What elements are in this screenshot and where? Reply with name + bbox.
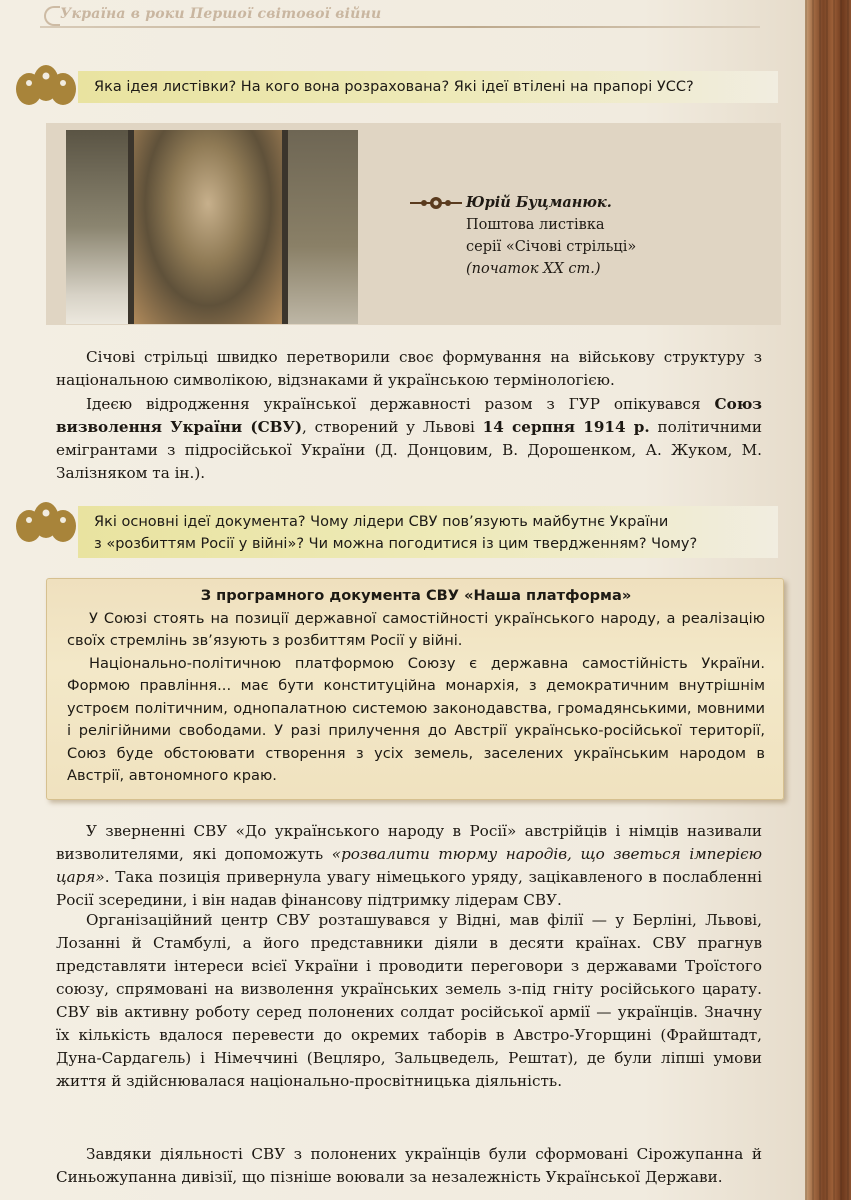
paragraph-3 <box>56 820 762 912</box>
question-icon <box>14 500 78 544</box>
paragraph-3-part-c: . Така позиція привернула увагу німецького уряду, зацікавленого в послабленні Росії зсередини, і він надав фінансову підтримку лідерам СВУ. <box>56 868 762 909</box>
caption-author: Юрій Буцманюк. <box>466 194 612 211</box>
document-paragraph-1-text: У Союзі стоять на позиції державної самостійності українського народу, а реалізацію своїх стремлінь зв’язують з розбиттям Росії у війні. <box>67 609 765 649</box>
document-paragraph-2 <box>67 653 765 788</box>
header-curl-ornament <box>44 6 60 26</box>
postcard-center-panel <box>134 130 282 324</box>
paragraph-1 <box>56 346 762 392</box>
image-caption <box>410 192 650 280</box>
paragraph-5 <box>56 1143 762 1189</box>
header-title: Україна в роки Першої світової війни <box>60 6 382 22</box>
caption-line-2: Поштова листівка <box>466 217 605 233</box>
caption-line-4: (початок XX ст.) <box>466 261 601 277</box>
wooden-edge-background <box>805 0 851 1200</box>
document-paragraph-1 <box>67 608 765 653</box>
question-icon <box>14 63 78 107</box>
appeal-quote: «розвалити тюрму народів, що зветься імперією царя» <box>56 845 762 886</box>
paragraph-2 <box>56 393 762 485</box>
paragraph-2-part-a: Ідеєю відродження української державності разом з ГУР опікувався <box>86 395 715 413</box>
document-paragraph-2-text: Національно-політичною платформою Союзу є державна самостійність України. Формою правління... має бути конституційна монархія, з демократичним внутрішнім устроєм політичним, однопалатною системою законодавства, громадянськими, мовними і релігійними свободами. У разі прилучення до Австрії українсько-російської території, Союз буде обстоювати створення з усіх земель, заселених українським народом в Австрії, автономного краю. <box>67 654 765 784</box>
paragraph-4-text: Організаційний центр СВУ розташувався у Відні, мав філії — у Берліні, Львові, Лозанні й Стамбулі, а його представники діяли в десяти країнах. СВУ прагнув представляти інтереси всієї України і проводити переговори з державами Троїстого союзу, спрямовані на визволення українських земель з-під гніту російського царату. СВУ вів активну роботу серед полонених солдат російської армії — українців. Значну їх кількість вдалося перевести до окремих таборів в Австро-Угорщині (Фрайштадт, Дуна-Сардагель) і Німеччині (Вецляро, Зальцведель, Рештат), де були ліпші умови життя й здійснювалася національно-просвітницька діяльність. <box>56 911 762 1090</box>
header-rule <box>40 26 760 28</box>
question-bar-2 <box>78 506 778 558</box>
running-header <box>40 4 760 28</box>
svu-term: Союз визволення України (СВУ) <box>56 395 762 436</box>
question-2-line-2: з «розбиттям Росії у війні»? Чи можна погодитися із цим твердженням? Чому? <box>94 536 698 552</box>
caption-ornament-icon <box>410 196 462 210</box>
postcard-left-panel <box>66 130 128 324</box>
question-2-line-1: Які основні ідеї документа? Чому лідери СВУ пов’язують майбутнє України <box>94 514 669 530</box>
question-bar-1 <box>78 71 778 103</box>
postcard-right-panel <box>288 130 358 324</box>
paragraph-1-text: Січові стрільці швидко перетворили своє формування на військову структуру з національною символікою, відзнаками й українською термінологією. <box>56 348 762 389</box>
paragraph-4 <box>56 909 762 1093</box>
postcard-image <box>66 130 358 324</box>
paragraph-3-part-a: У зверненні СВУ «До українського народу в Росії» австрійців і німців називали визволителями, які допоможуть <box>56 822 762 863</box>
svu-founding-date: 14 серпня 1914 р. <box>482 418 650 436</box>
caption-line-3: серії «Січові стрільці» <box>466 239 637 255</box>
paragraph-5-text: Завдяки діяльності СВУ з полонених українців були сформовані Сірожупанна й Синьожупанна дивізії, що пізніше воювали за незалежність Української Держави. <box>56 1145 762 1186</box>
question-1-text: Яка ідея листівки? На кого вона розрахована? Які ідеї втілені на прапорі УСС? <box>94 79 694 95</box>
source-document-box <box>46 578 784 800</box>
paragraph-2-part-e: політичними емігрантами з підросійської України (Д. Донцовим, В. Дорошенком, А. Жуком, М. Залізняком та ін.). <box>56 418 762 482</box>
paragraph-2-part-c: , створений у Львові <box>302 418 483 436</box>
document-title: З програмного документа СВУ «Наша платформа» <box>200 587 632 604</box>
